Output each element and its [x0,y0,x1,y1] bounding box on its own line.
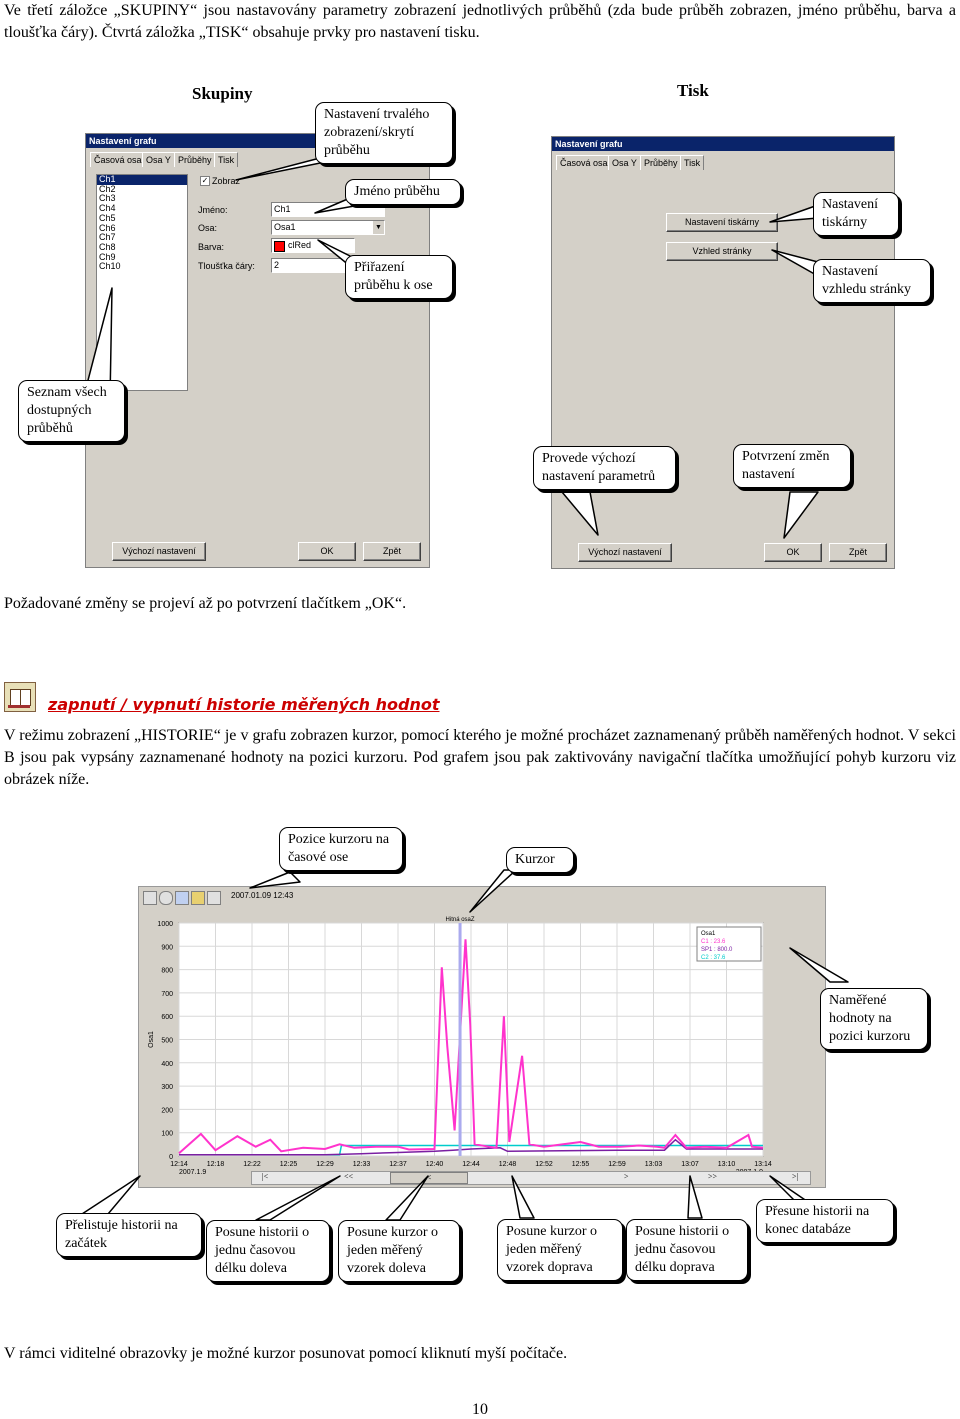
pointer-back-page [256,1176,340,1220]
show-checkbox[interactable]: ✓ [201,176,209,185]
x-tick-label: 12:37 [389,1161,407,1168]
callout-axis: Přiřazení průběhu k ose [345,255,453,299]
book-icon [4,682,36,712]
x-tick-label: 12:29 [316,1161,334,1168]
channel-list-item[interactable]: Ch9 [99,251,116,262]
pointer-first [82,1176,140,1214]
nav-first-button[interactable]: |< [262,1172,269,1181]
x-tick-label: 12:25 [279,1161,298,1168]
channel-list-item[interactable]: Ch4 [99,203,116,214]
name-label: Jméno: [198,205,228,215]
x-tick-label: 12:40 [425,1161,444,1168]
nav-back-page-button[interactable]: << [344,1172,354,1181]
pointer-back-sample [386,1176,428,1220]
printer-settings-button[interactable]: Nastavení tiskárny [666,213,778,232]
legend-entry: Osa1 [701,931,716,937]
legend-entry: C2 : 37.6 [701,955,726,961]
callout-values: Naměřené hodnoty na pozici kurzoru [820,988,928,1050]
pointer-cursor [470,870,516,912]
callout-confirm: Potvrzení změn nastavení [733,444,851,488]
callout-list: Seznam všech dostupných průběhů [18,380,125,442]
channel-list-item[interactable]: Ch8 [99,241,116,252]
tab-axis-y[interactable]: Osa Y [142,152,175,167]
pointer-defaults [562,492,598,535]
x-tick-label: 12:59 [608,1161,626,1168]
x-tick-label: 12:52 [535,1161,553,1168]
callout-nav-first: Přelistuje historii na začátek [56,1213,202,1257]
x-tick-label: 12:48 [498,1161,517,1168]
callout-name: Jméno průběhu [345,179,461,205]
nav-last-button[interactable]: >| [792,1172,799,1181]
callout-cursor: Kurzor [506,847,574,873]
dialog-title: Nastavení grafu [86,134,429,148]
x-tick-label: 13:07 [681,1161,699,1168]
chart-timestamp: 2007.01.09 12:43 [231,891,294,900]
y-tick-label: 1000 [157,921,173,928]
channel-list-item[interactable]: Ch2 [99,183,116,194]
channel-list-item[interactable]: Ch10 [99,261,121,272]
final-note: V rámci viditelné obrazovky je možné kurzor posunovat pomocí kliknutí myší počítače. [4,1345,568,1362]
callout-nav-back-sample: Posune kurzor o jeden měřený vzorek doleva [338,1220,460,1282]
pointer-page [772,250,818,276]
y-tick-label: 400 [161,1060,173,1068]
page-number: 10 [472,1401,488,1418]
x-date-label: 2007.1.9 [179,1169,207,1176]
section-heading: zapnutí / vypnutí historie měřených hodnot [48,695,440,714]
intro-paragraph: Ve třetí záložce „SKUPINY“ jsou nastavovány parametry zobrazení jednotlivých průběhů (zda bude průběh zobrazen, jméno průběhu, barva a tloušťka čáry). Čtvrtá záložka „TISK“ obsahuje prvky pro nastavení tisku. [4,2,956,41]
back-button[interactable]: Zpět [829,543,887,562]
callout-printer: Nastavení tiskárny [813,192,899,236]
y-tick-label: 700 [161,990,173,998]
y-tick-label: 200 [161,1107,173,1115]
tab-curves[interactable]: Průběhy [640,155,682,170]
history-paragraph: V režimu zobrazení „HISTORIE“ je v grafu zobrazen kurzor, pomocí kterého je možné procházet zaznamenaný průběh naměřených hodnot. V sekci B jsou pak vypsány zaznamenané hodnoty na pozici kurzoru. Pod grafem jsou pak zaktivovány navigační tlačítka umožňující pohyb kurzoru viz obrázek níže. [4,727,956,788]
y-tick-label: 600 [161,1014,173,1022]
tab-time-axis[interactable]: Časová osa [90,152,146,167]
tab-axis-y[interactable]: Osa Y [608,155,641,170]
pointer-cursor-pos [250,872,300,888]
callout-nav-forward-sample: Posune kurzor o jeden měřený vzorek doprava [497,1219,623,1281]
color-select-value: clRed [288,240,312,250]
ok-note: Požadované změny se projeví až po potvrzení tlačítkem „OK“. [4,595,407,612]
callout-page: Nastavení vzhledu stránky [813,259,931,303]
ok-button[interactable]: OK [298,542,356,561]
pointer-forward-page [688,1176,702,1218]
tab-time-axis[interactable]: Časová osa [556,155,612,170]
x-tick-label: 12:14 [170,1161,188,1168]
y-tick-label: 500 [161,1037,173,1045]
tab-print[interactable]: Tisk [214,152,238,167]
tab-curves[interactable]: Průběhy [174,152,216,167]
dialog-title: Nastavení grafu [552,137,894,151]
axis-label: Osa: [198,223,218,233]
y-tick-label: 0 [169,1154,173,1161]
x-tick-label: 12:22 [243,1161,261,1168]
caption-skupiny: Skupiny [192,84,253,103]
cursor-label: Hitná osaZ [445,917,475,923]
x-tick-label: 12:55 [571,1161,590,1168]
callout-defaults: Provede výchozí nastavení parametrů [533,446,676,490]
ok-button[interactable]: OK [764,543,822,562]
y-tick-label: 300 [161,1084,173,1092]
default-settings-button[interactable]: Výchozí nastavení [578,543,672,562]
legend-entry: SP1 : 800.0 [701,947,733,953]
legend-entry: C1 : 23.6 [701,939,726,945]
x-tick-label: 12:33 [352,1161,371,1168]
caption-tisk: Tisk [677,81,709,100]
y-axis-label: Osa1 [148,1031,155,1048]
y-tick-label: 900 [161,944,173,952]
tab-print[interactable]: Tisk [680,155,704,170]
nav-forward-page-button[interactable]: >> [708,1172,718,1181]
channel-list-item[interactable]: Ch3 [99,193,116,204]
channel-list-item[interactable]: Ch1 [97,175,187,185]
color-label: Barva: [198,242,225,252]
back-button[interactable]: Zpět [363,542,421,561]
nav-back-sample-button[interactable]: < [390,1172,468,1184]
default-settings-button[interactable]: Výchozí nastavení [112,542,206,561]
y-tick-label: 100 [161,1130,173,1138]
channel-list-item[interactable]: Ch7 [99,232,116,243]
pointer-printer [770,205,818,222]
x-tick-label: 12:18 [206,1161,225,1168]
width-field[interactable]: 2 [271,258,385,273]
show-checkbox-label: Zobraz [212,176,241,186]
pointer-confirm [784,492,818,538]
x-tick-label: 12:44 [462,1161,480,1168]
y-tick-label: 800 [161,967,173,975]
channel-list-item[interactable]: Ch5 [99,212,116,223]
callout-nav-forward-page: Posune historii o jednu časovou délku doprava [626,1219,748,1281]
x-tick-label: 13:10 [717,1161,736,1168]
page-setup-button[interactable]: Vzhled stránky [666,242,778,261]
name-field[interactable]: Ch1 [271,202,385,217]
channel-list-item[interactable]: Ch6 [99,222,116,233]
callout-visibility: Nastavení trvalého zobrazení/skrytí průběhu [315,102,453,164]
width-label: Tloušťka čáry: [198,261,255,271]
chevron-down-icon[interactable]: ▼ [373,221,384,234]
x-tick-label: 13:14 [754,1161,772,1168]
nav-forward-sample-button[interactable]: > [624,1172,629,1181]
axis-select-value: Osa1 [274,222,296,232]
x-tick-label: 13:03 [644,1161,663,1168]
callout-nav-last: Přesune historii na konec databáze [756,1199,894,1243]
callout-nav-back-page: Posune historii o jednu časovou délku doleva [206,1220,330,1282]
callout-cursor-pos: Pozice kurzoru na časové ose [279,827,403,871]
pointer-forward-sample [512,1176,534,1218]
pointer-values [790,948,848,982]
